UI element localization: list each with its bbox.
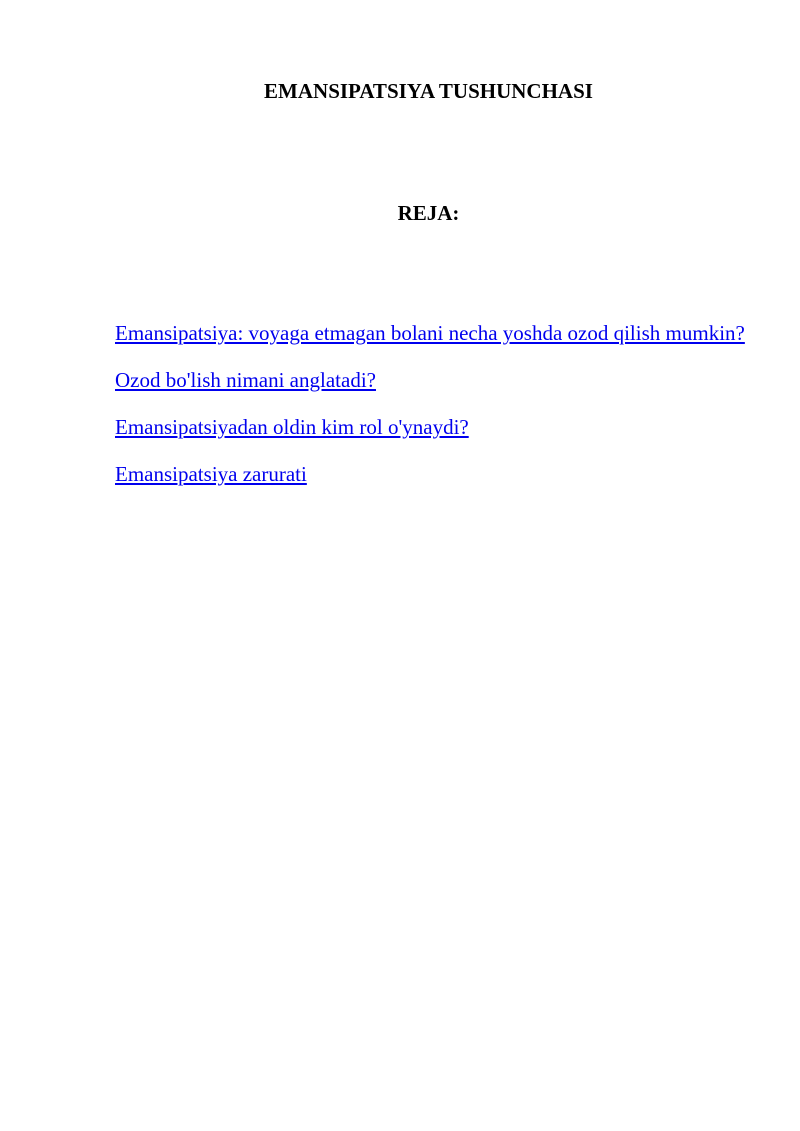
toc-link-kim-rol-oynaydi[interactable]: Emansipatsiyadan oldin kim rol o'ynaydi? bbox=[115, 415, 469, 439]
toc-item bbox=[115, 366, 755, 394]
toc-item bbox=[115, 413, 755, 441]
toc-item bbox=[115, 319, 755, 347]
table-of-contents bbox=[115, 319, 755, 507]
toc-link-voyaga-etmagan[interactable]: Emansipatsiya: voyaga etmagan bolani necha yoshda ozod qilish mumkin? bbox=[115, 321, 745, 345]
document-title: EMANSIPATSIYA TUSHUNCHASI bbox=[264, 79, 593, 103]
toc-link-ozod-bolish[interactable]: Ozod bo'lish nimani anglatadi? bbox=[115, 368, 376, 392]
plan-heading: REJA: bbox=[397, 201, 460, 225]
toc-link-zarurati[interactable]: Emansipatsiya zarurati bbox=[115, 462, 307, 486]
toc-item bbox=[115, 460, 755, 488]
